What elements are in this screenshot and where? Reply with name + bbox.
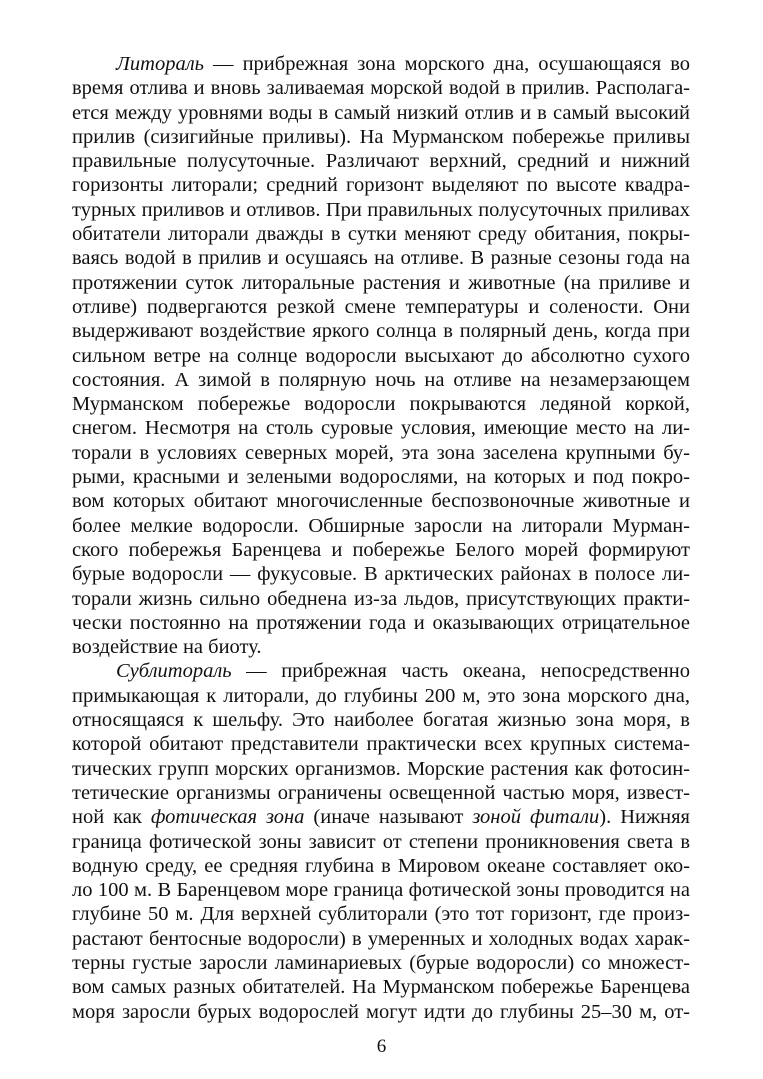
text-run: (иначе называют [304, 806, 473, 829]
text-run: ной как [72, 806, 151, 829]
text-line [72, 635, 690, 659]
text-run: отливе) подвергаются резкой смене температуры и солености. Они [72, 295, 690, 318]
text-run: более мелкие водоросли. Обширные заросли на литорали Мурман- [72, 514, 690, 537]
text-run: выдерживают воздействие яркого солнца в полярный день, когда при [72, 320, 690, 343]
text-run: снегом. Несмотря на столь суровые условия, имеющие место на ли- [72, 417, 690, 440]
text-line [72, 76, 690, 100]
text-line [72, 246, 690, 270]
text-run: турных приливов и отливов. При правильных полусуточных приливах [72, 198, 690, 221]
text-line [72, 441, 690, 465]
text-run: тетические организмы ограничены освещенной частью моря, извест- [72, 781, 690, 804]
text-line [72, 368, 690, 392]
text-line [72, 125, 690, 149]
text-run: которой обитают представители практически всех крупных система- [72, 733, 690, 756]
italic-term: Литораль [116, 53, 204, 75]
text-line [72, 951, 690, 975]
text-run: Мурманском побережье водоросли покрываются ледяной коркой, [72, 393, 690, 416]
italic-term: Сублитораль [116, 660, 232, 683]
text-run: глубине 50 м. Для верхней сублиторали (это тот горизонт, где произ- [72, 903, 690, 926]
page-number: 6 [376, 1036, 387, 1057]
text-line [72, 465, 690, 489]
text-line [72, 52, 690, 76]
text-run: тических групп морских организмов. Морские растения как фотосин- [72, 757, 690, 780]
text-line [72, 830, 690, 854]
text-line [72, 319, 690, 343]
text-line [72, 781, 690, 805]
text-run: прилив (сизигийные приливы). На Мурманском побережье приливы [72, 125, 690, 148]
text-run: относящаяся к шельфу. Это наиболее богатая жизнью зона моря, в [72, 709, 690, 732]
text-run: рыми, красными и зелеными водорослями, на которых и под покро- [72, 466, 690, 489]
italic-term: фотическая зона [150, 806, 305, 829]
text-line [72, 684, 690, 708]
text-line [72, 927, 690, 951]
text-line [72, 514, 690, 538]
text-run: вом самых разных обитателей. На Мурманском побережье Баренцева [72, 976, 690, 999]
text-line [72, 854, 690, 878]
text-line [72, 222, 690, 246]
text-line [72, 732, 690, 756]
text-line [72, 562, 690, 586]
text-run: ). Нижняя [599, 806, 690, 829]
text-line [72, 587, 690, 611]
text-run: граница фотической зоны зависит от степени проникновения света в [72, 830, 690, 853]
text-run: моря заросли бурых водорослей могут идти до глубины 25–30 м, от- [72, 1000, 690, 1023]
text-line [72, 975, 690, 999]
text-run: ло 100 м. В Баренцевом море граница фотической зоны проводится на [72, 879, 690, 902]
text-line [72, 902, 690, 926]
text-line [72, 392, 690, 416]
text-line [72, 344, 690, 368]
text-line [72, 149, 690, 173]
text-line [72, 101, 690, 125]
text-run: обитатели литорали дважды в сутки меняют среду обитания, покры- [72, 223, 690, 246]
text-run: примыкающая к литорали, до глубины 200 м, это зона морского дна, [72, 684, 690, 707]
text-line [72, 198, 690, 222]
text-run: воздействие на биоту. [72, 636, 262, 659]
italic-term: зоной фитали [472, 806, 600, 829]
body-text [72, 52, 690, 1024]
text-run: растают бентосные водоросли) в умеренных и холодных водах харак- [72, 927, 690, 950]
text-line [72, 489, 690, 513]
text-run: торали в условиях северных морей, эта зона заселена крупными бу- [72, 441, 690, 464]
text-line [72, 173, 690, 197]
text-line [72, 805, 690, 829]
text-line [72, 538, 690, 562]
text-line [72, 416, 690, 440]
text-run: правильные полусуточные. Различают верхний, средний и нижний [72, 150, 690, 173]
text-run: вом которых обитают многочисленные беспозвоночные животные и [72, 490, 690, 513]
text-run: горизонты литорали; средний горизонт выделяют по высоте квадра- [72, 174, 690, 197]
text-run: состояния. А зимой в полярную ночь на отливе на незамерзающем [72, 368, 690, 391]
text-line [72, 295, 690, 319]
text-line [72, 757, 690, 781]
text-line [72, 611, 690, 635]
text-line [72, 878, 690, 902]
text-line [72, 659, 690, 683]
text-line [72, 271, 690, 295]
text-run: протяжении суток литоральные растения и животные (на приливе и [72, 271, 690, 294]
text-line [72, 708, 690, 732]
text-run: ского побережья Баренцева и побережье Белого морей формируют [72, 538, 690, 561]
text-run: ется между уровнями воды в самый низкий отлив и в самый высокий [72, 101, 690, 124]
text-line [72, 1000, 690, 1024]
text-run: ваясь водой в прилив и осушаясь на отливе. В разные сезоны года на [72, 247, 690, 270]
text-run: время отлива и вновь заливаемая морской водой в прилив. Располага- [72, 77, 690, 100]
text-run: терны густые заросли ламинариевых (бурые водоросли) со множест- [72, 951, 690, 974]
text-run: бурые водоросли — фукусовые. В арктических районах в полосе ли- [72, 563, 690, 586]
text-run: водную среду, ее средняя глубина в Мировом океане составляет око- [72, 854, 690, 877]
text-run: — прибрежная зона морского дна, осушающаяся во [203, 53, 690, 75]
text-run: — прибрежная часть океана, непосредственно [231, 660, 690, 683]
text-run: сильном ветре на солнце водоросли высыхают до абсолютно сухого [72, 344, 690, 367]
text-run: торали жизнь сильно обеднена из-за льдов, присутствующих практи- [72, 587, 690, 610]
text-run: чески постоянно на протяжении года и оказывающих отрицательное [72, 611, 690, 634]
